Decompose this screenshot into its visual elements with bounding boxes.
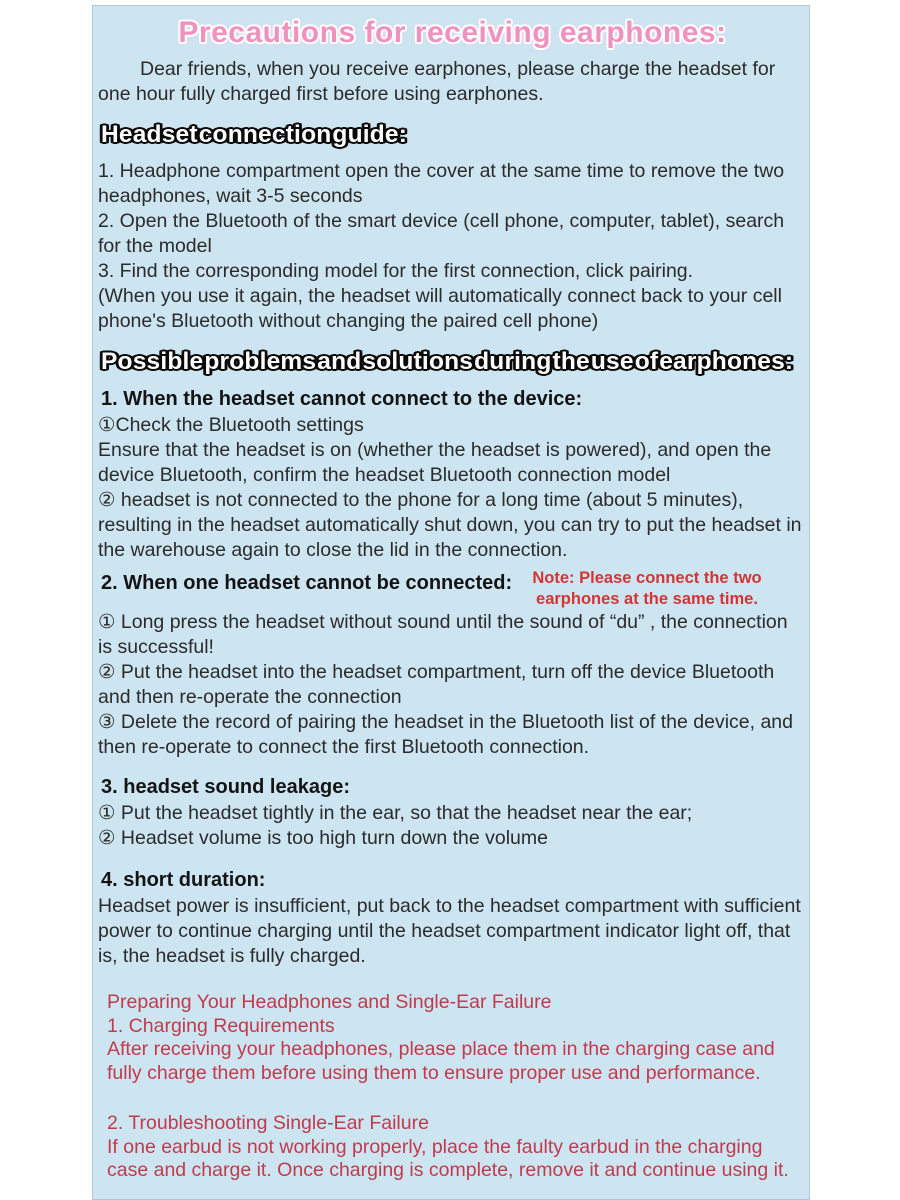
red-notice-2-subtitle: 2. Troubleshooting Single-Ear Failure (107, 1112, 429, 1134)
problem-1-line-2: Ensure that the headset is on (whether the headset is powered), and open the device Bluetooth, confirm the headset Bluetooth connection model (98, 439, 772, 486)
guide-step-3: 3. Find the corresponding model for the first connection, click pairing. (98, 260, 694, 282)
red-notice-title: Preparing Your Headphones and Single-Ear Failure (107, 991, 552, 1013)
problem-2-line-3: ③ Delete the record of pairing the headset in the Bluetooth list of the device, and then re-operate to connect the first Bluetooth connection. (98, 711, 794, 758)
content-panel (92, 5, 810, 1200)
problem-3-line-2: ② Headset volume is too high turn down the volume (98, 827, 548, 849)
guide-step-1: 1. Headphone compartment open the cover at the same time to remove the two headphones, wait 3-5 seconds (98, 160, 785, 207)
red-notice-1-subtitle: 1. Charging Requirements (107, 1014, 335, 1037)
red-notice-2-body: If one earbud is not working properly, place the faulty earbud in the charging case and charge it. Once charging is complete, remove it and continue using it. (107, 1135, 789, 1181)
red-notice-charging (107, 991, 805, 1085)
problem-2-title: 2. When one headset cannot be connected: (101, 572, 513, 594)
section-heading-connection-guide: Headset connection guide: (101, 121, 408, 148)
red-notice-1-body: After receiving your headphones, please place them in the charging case and fully charge them before using them to ensure proper use and performance. (107, 1038, 775, 1084)
problem-3-line-1: ① Put the headset tightly in the ear, so that the headset near the ear; (98, 802, 693, 824)
problem-4-title: 4. short duration: (101, 869, 266, 891)
problem-1-title: 1. When the headset cannot connect to the device: (101, 388, 583, 410)
red-notice-single-ear (107, 1112, 805, 1183)
guide-step-2: 2. Open the Bluetooth of the smart device (cell phone, computer, tablet), search for the model (98, 210, 785, 257)
problem-2-line-2: ② Put the headset into the headset compartment, turn off the device Bluetooth and then re-operate the connection (98, 661, 775, 708)
problem-4 (98, 868, 807, 969)
guide-step-4: (When you use it again, the headset will automatically connect back to your cell phone's Bluetooth without changing the paired cell phone) (98, 285, 782, 332)
problem-1 (98, 387, 807, 563)
problem-3 (98, 775, 807, 851)
problem-1-line-3: ② headset is not connected to the phone for a long time (about 5 minutes), resulting in the headset automatically shut down, you can try to put the headset in the warehouse again to close the lid in the connection. (98, 489, 802, 561)
intro-paragraph: Dear friends, when you receive earphones, please charge the headset for one hour fully charged first before using earphones. (98, 58, 776, 105)
problem-4-body: Headset power is insufficient, put back to the headset compartment with sufficient power to continue charging until the headset compartment indicator light off, that is, the headset is fully charged. (98, 895, 801, 967)
page-title: Precautions for receiving earphones: (178, 16, 727, 49)
problem-2-line-1: ① Long press the headset without sound until the sound of “du” , the connection is successful! (98, 611, 788, 658)
connection-guide-steps (98, 159, 807, 334)
section-heading-problems: Possible problems and solutions during the use of earphones: (101, 348, 794, 375)
problem-3-title: 3. headset sound leakage: (101, 776, 350, 798)
note-connect-both-earphones: Note: Please connect the two earphones at the same time. (532, 569, 762, 608)
problem-1-line-1: ①Check the Bluetooth settings (98, 414, 364, 436)
problem-2-header-row (98, 571, 807, 610)
problem-2 (98, 571, 807, 760)
